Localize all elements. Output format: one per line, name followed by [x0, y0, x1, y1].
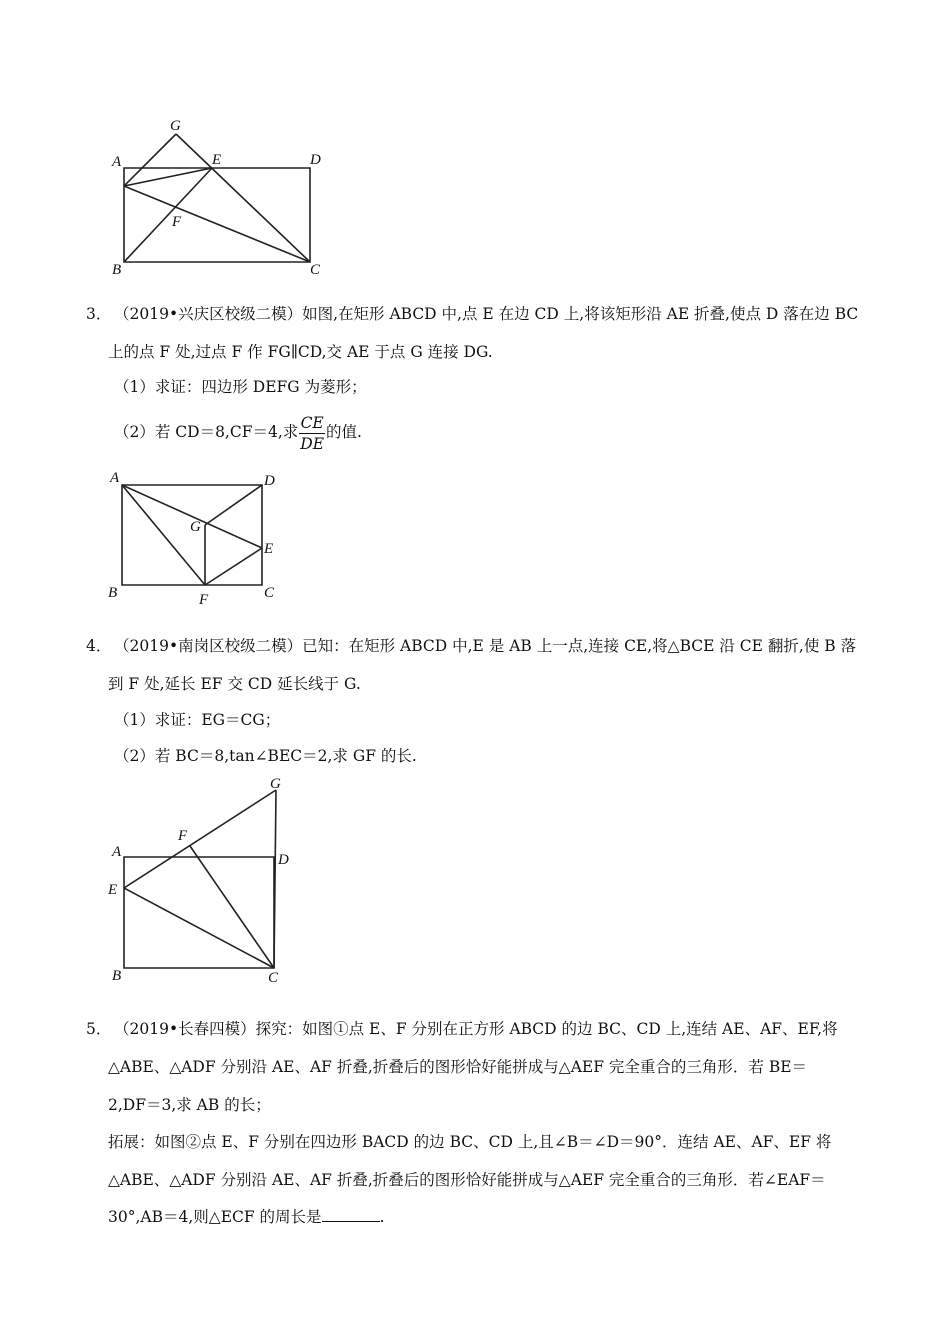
problem-5-line-6: 30°,AB＝4,则△ECF 的周长是 .	[108, 1208, 385, 1226]
problem-5-line-1: 5． （2019•长春四模）探究：如图①点 E、F 分别在正方形 ABCD 的边 BC、CD 上,连结 AE、AF、EF,将	[86, 1020, 838, 1038]
label-e: E	[264, 541, 274, 557]
label-c: C	[264, 585, 275, 601]
label-f: F	[199, 592, 209, 608]
problem-4-line-1	[86, 635, 856, 657]
problem-3-text-1: （2019•兴庆区校级二模）如图,在矩形 ABCD 中,点 E 在边 CD 上,将该矩形沿 AE 折叠,使点 D 落在边 BC	[114, 305, 859, 323]
label-b: B	[112, 968, 122, 984]
fraction-ce-de: $\frac{CE}{DE}$	[300, 413, 325, 453]
problem-3-line-1	[86, 303, 858, 325]
figure-problem-3	[100, 465, 290, 610]
problem-5-line-3: 2,DF＝3,求 AB 的长；	[108, 1096, 271, 1114]
label-a: A	[112, 844, 122, 860]
problem-4-line-2: 到 F 处,延长 EF 交 CD 延长线于 G.	[108, 675, 361, 693]
label-c: C	[310, 262, 321, 278]
problem-3-q2: （2）若 CD＝8,CF＝4,求 $\frac{CE}{DE}$ 的值.	[114, 413, 362, 453]
problem-3-line-2	[108, 341, 493, 363]
figure-problem-4	[100, 770, 310, 985]
label-a: A	[110, 470, 120, 486]
label-b: B	[112, 262, 122, 278]
figure-1	[100, 110, 340, 285]
label-e: E	[212, 152, 222, 168]
problem-3-q1: （1）求证：四边形 DEFG 为菱形；	[114, 378, 367, 396]
problem-5-line-2: △ABE、△ADF 分别沿 AE、AF 折叠,折叠后的图形恰好能拼成与△AEF 完全重合的三角形．若 BE＝	[108, 1058, 808, 1076]
label-g: G	[170, 118, 181, 134]
problem-5-line-4: 拓展：如图②点 E、F 分别在四边形 BACD 的边 BC、CD 上,且∠B＝∠D＝90°．连结 AE、AF、EF 将	[108, 1133, 832, 1151]
label-d: D	[310, 152, 321, 168]
problem-4-number: 4．	[86, 637, 112, 655]
problem-5-line-5: △ABE、△ADF 分别沿 AE、AF 折叠,折叠后的图形恰好能拼成与△AEF 完全重合的三角形．若∠EAF＝	[108, 1171, 826, 1189]
label-e: E	[108, 882, 118, 898]
problem-4-q2: （2）若 BC＝8,tan∠BEC＝2,求 GF 的长.	[114, 747, 417, 765]
answer-blank[interactable]	[322, 1207, 380, 1222]
rectangle-abcd	[124, 168, 310, 262]
label-d: D	[278, 852, 289, 868]
problem-3-text-2: 上的点 F 处,过点 F 作 FG∥CD,交 AE 于点 G 连接 DG.	[108, 343, 493, 361]
label-g: G	[190, 519, 201, 535]
problem-5-number: 5．	[86, 1020, 112, 1038]
label-d: D	[264, 473, 275, 489]
label-b: B	[108, 585, 118, 601]
problem-4-q1: （1）求证：EG＝CG；	[114, 711, 281, 729]
label-f: F	[172, 214, 182, 230]
label-c: C	[268, 970, 279, 986]
label-a: A	[112, 154, 122, 170]
problem-4-text-1: （2019•南岗区校级二模）已知：在矩形 ABCD 中,E 是 AB 上一点,连接 CE,将△BCE 沿 CE 翻折,使 B 落	[114, 637, 857, 655]
problem-3-number: 3．	[86, 305, 112, 323]
label-f: F	[178, 828, 188, 844]
label-g: G	[270, 776, 281, 792]
